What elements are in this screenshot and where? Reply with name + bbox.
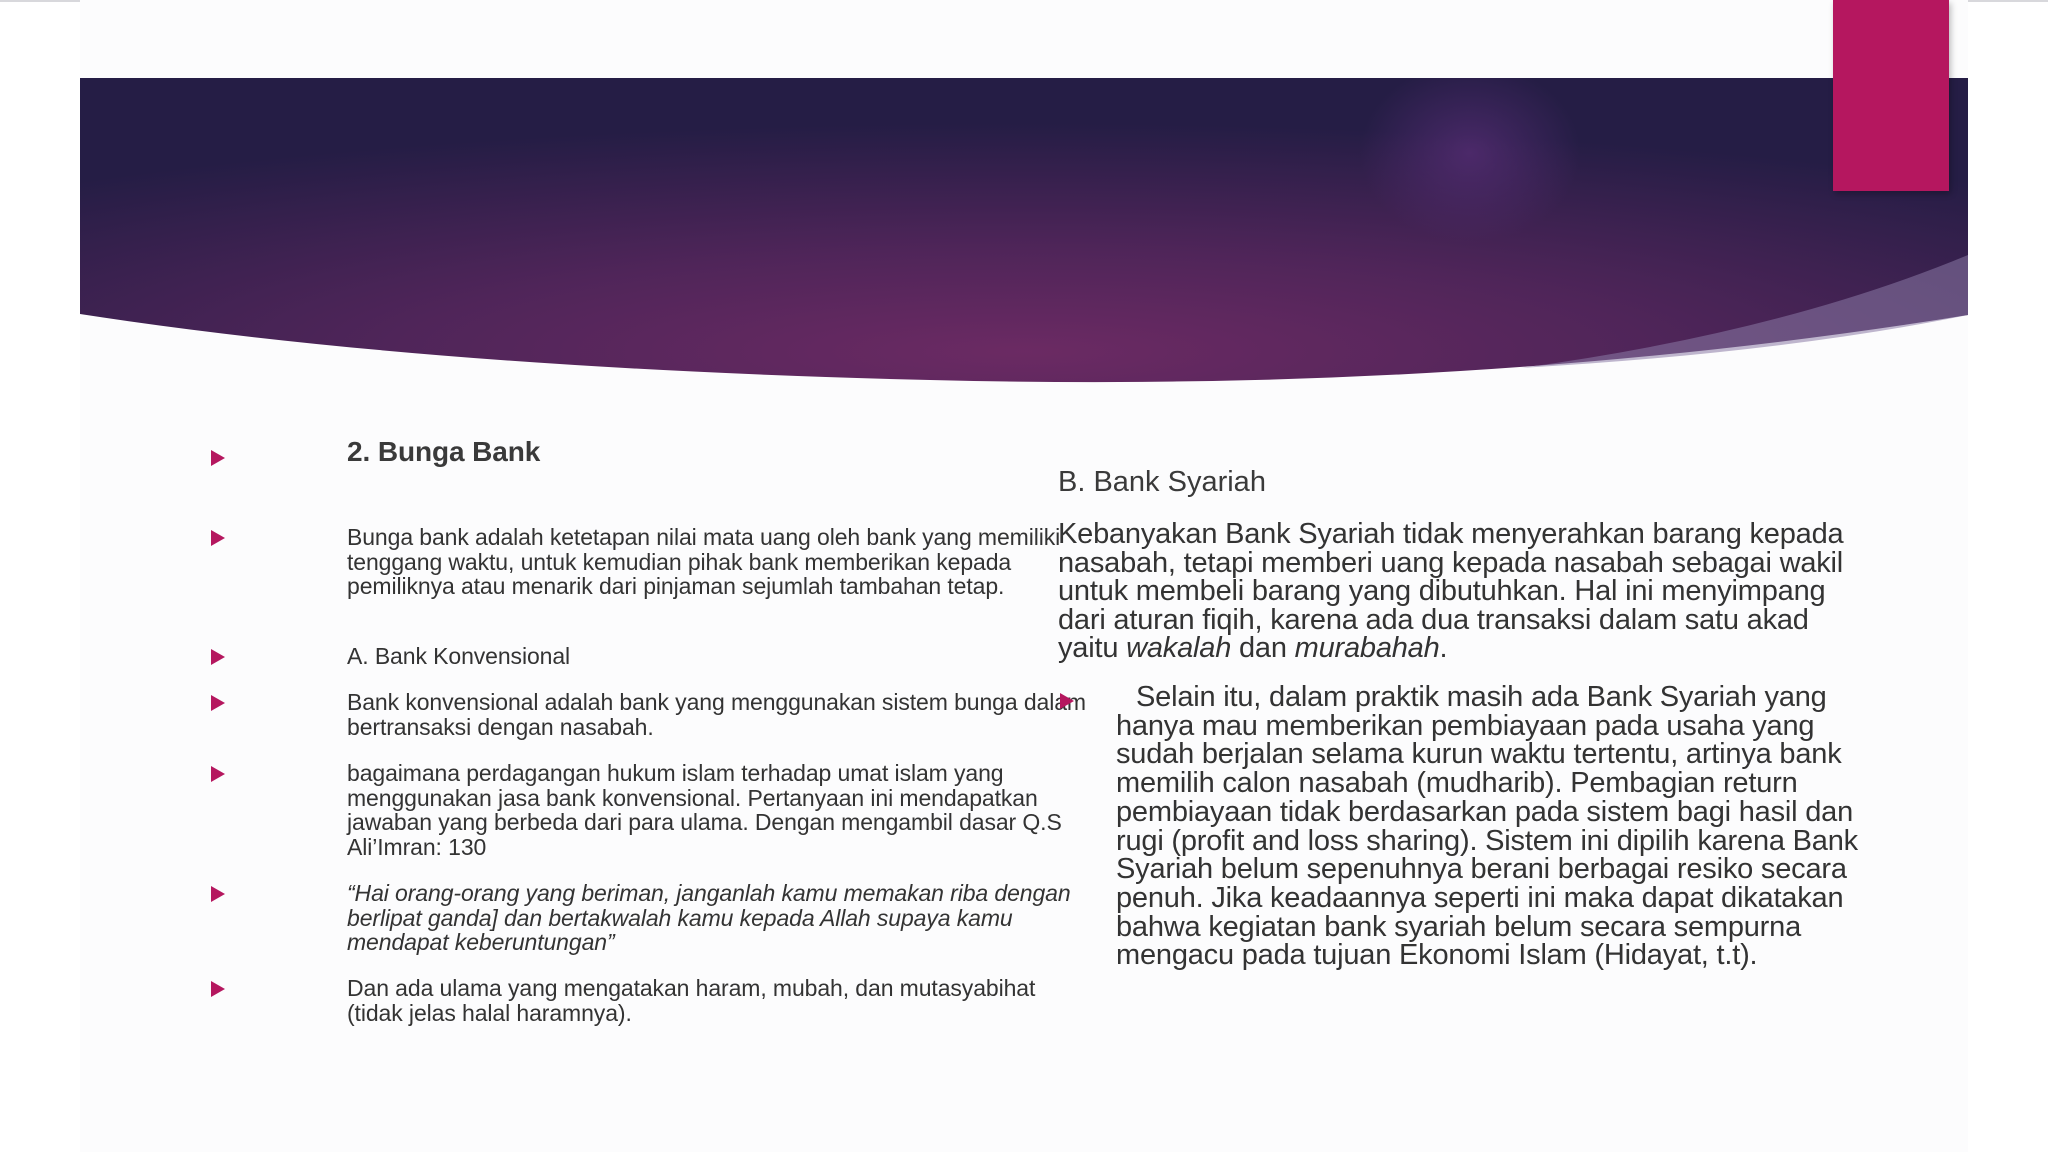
right-title: B. Bank Syariah xyxy=(1058,466,1266,498)
term-murabahah: murabahah xyxy=(1294,632,1440,664)
bullet-icon xyxy=(211,886,225,902)
bullet-icon xyxy=(1060,693,1074,709)
list-item: A. Bank Konvensional xyxy=(347,643,571,669)
section-heading: 2. Bunga Bank xyxy=(347,436,541,467)
quote-item: “Hai orang-orang yang beriman, janganlah kamu memakan riba dengan berlipat ganda] dan bertakwalah kamu kepada Allah supaya kamu mendapat keberuntungan” xyxy=(347,880,1071,955)
bullet-icon xyxy=(211,530,225,546)
list-item: Bank konvensional adalah bank yang menggunakan sistem bunga dalam bertransaksi dengan nasabah. xyxy=(347,689,1086,740)
bullet-icon xyxy=(211,695,225,711)
right-bullet-text: Selain itu, dalam praktik masih ada Bank Syariah yang hanya mau memberikan pembiayaan pada usaha yang sudah berjalan selama kurun waktu tertentu, artinya bank memilih calon nasabah (mudharib). Pembagian return pembiayaan tidak berdasarkan pada sistem bagi hasil dan rugi (profit and loss sharing). Sistem ini dipilih karena Bank Syariah belum sepenuhnya berani berbagai resiko secara penuh. Jika keadaannya seperti ini maka dapat dikatakan bahwa kegiatan bank syariah belum secara sempurna mengacu pada tujuan Ekonomi Islam (Hidayat, t.t). xyxy=(1116,681,1858,972)
bullet-icon xyxy=(211,766,225,782)
header-banner xyxy=(80,78,1968,394)
list-item: Bunga bank adalah ketetapan nilai mata uang oleh bank yang memiliki tenggang waktu, untuk kemudian pihak bank memberikan kepada pemiliknya atau menarik dari pinjaman sejumlah tambahan tetap. xyxy=(347,524,1061,599)
list-item: Dan ada ulama yang mengatakan haram, mubah, dan mutasyabihat (tidak jelas halal haramnya). xyxy=(347,975,1036,1026)
accent-tab xyxy=(1833,0,1949,191)
term-wakalah: wakalah xyxy=(1126,632,1232,664)
right-paragraph: Kebanyakan Bank Syariah tidak menyerahkan barang kepada nasabah, tetapi memberi uang kepada nasabah sebagai wakil untuk membeli barang yang dibutuhkan. Hal ini menyimpang dari aturan fiqih, karena ada dua transaksi dalam satu akad yaitu wakalah dan murabahah. xyxy=(1058,518,1844,664)
bullet-icon xyxy=(211,981,225,997)
slide xyxy=(80,0,1968,1152)
bullet-icon xyxy=(211,649,225,665)
list-item: bagaimana perdagangan hukum islam terhadap umat islam yang menggunakan jasa bank konvensional. Pertanyaan ini mendapatkan jawaban yang berbeda dari para ulama. Dengan mengambil dasar Q.S Ali’Imran: 130 xyxy=(347,760,1062,860)
bullet-icon xyxy=(211,450,225,466)
